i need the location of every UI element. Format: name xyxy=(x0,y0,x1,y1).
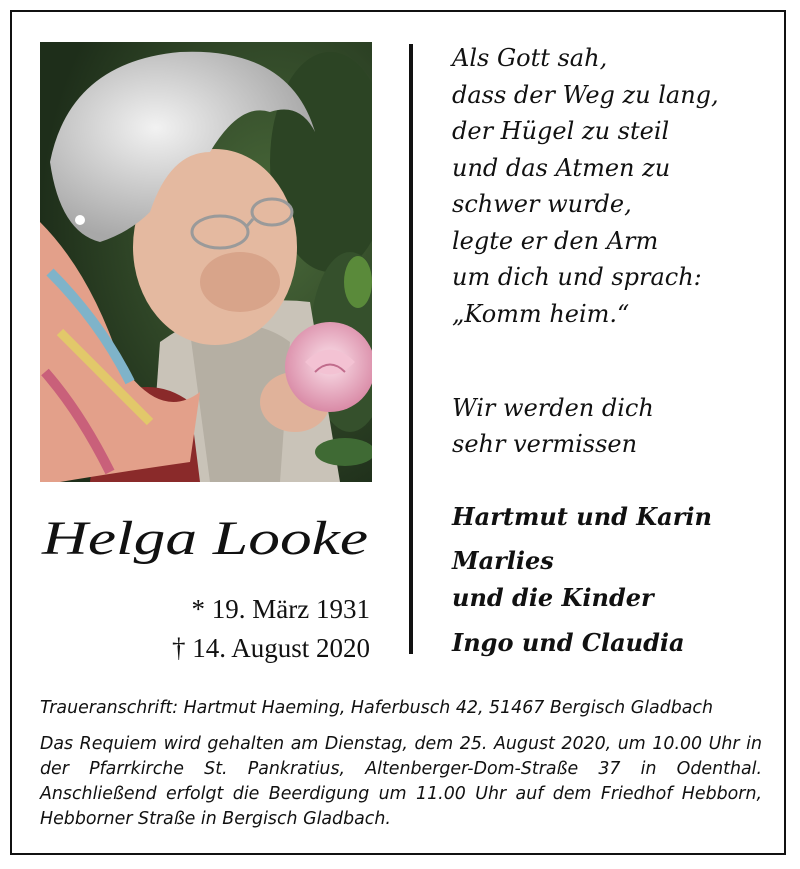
poem-line: „Komm heim.“ xyxy=(452,299,630,328)
vertical-divider xyxy=(409,44,413,654)
poem xyxy=(452,40,782,332)
portrait-photo xyxy=(40,42,372,482)
poem-line: Als Gott sah, xyxy=(452,44,608,72)
deceased-name-text: Helga Looke xyxy=(40,512,368,565)
birth-date: * 19. März 1931 xyxy=(191,594,370,624)
poem-line: der Hügel zu steil xyxy=(452,117,670,145)
farewell-line: sehr vermissen xyxy=(452,430,638,458)
farewell-line: Wir werden dich xyxy=(452,394,654,422)
poem-line: um dich und sprach: xyxy=(452,263,702,291)
farewell-text xyxy=(452,390,782,462)
poem-line: schwer wurde, xyxy=(452,190,632,218)
life-dates xyxy=(40,590,370,668)
family-line-1: Hartmut und Karin xyxy=(452,502,712,531)
portrait-photo-woman-with-rose-icon xyxy=(40,42,372,482)
family-line-2: Marlies xyxy=(452,546,554,575)
family-line-4: Ingo und Claudia xyxy=(452,628,685,657)
family-line-3: und die Kinder xyxy=(452,583,654,612)
obituary-frame xyxy=(10,10,786,855)
mourning-address: Traueranschrift: Hartmut Haeming, Haferbusch 42, 51467 Bergisch Gladbach xyxy=(40,698,713,718)
poem-line: und das Atmen zu xyxy=(452,153,671,182)
requiem-notice: Das Requiem wird gehalten am Dienstag, dem 25. August 2020, um 10.00 Uhr in der Pfarrkirche St. Pankratius, Altenberger-Dom-Straße 37 in Odenthal. Anschließend erfolgt die Beerdigung um 11.00 Uhr auf dem Friedhof Hebborn, Hebborner Straße in Bergisch Gladbach. xyxy=(40,734,762,829)
poem-line: dass der Weg zu lang, xyxy=(452,80,719,109)
deceased-name xyxy=(36,504,376,574)
death-date: † 14. August 2020 xyxy=(171,633,370,663)
poem-line: legte er den Arm xyxy=(452,226,659,255)
